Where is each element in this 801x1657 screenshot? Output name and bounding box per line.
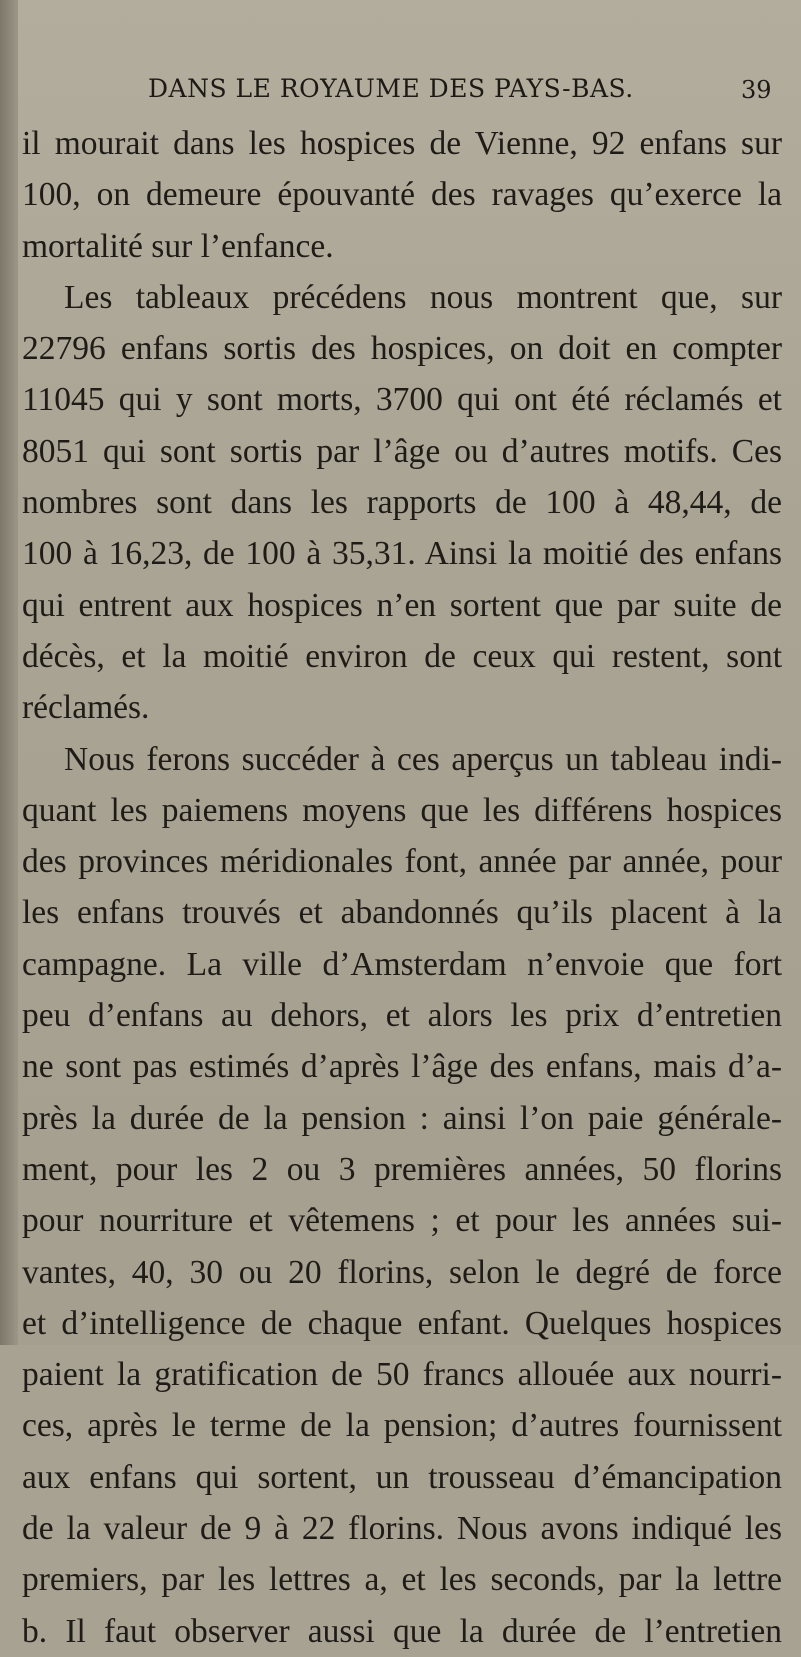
text-line: 22796 enfans sortis des hospices, on doit en compter [22, 330, 782, 368]
text-line: ces, après le terme de la pension; d’autres fournissent [22, 1407, 782, 1445]
text-line: quant les paiemens moyens que les différens hospices [22, 791, 782, 829]
text-line: peu d’enfans au dehors, et alors les prix d’entretien [22, 997, 782, 1035]
text-line: 11045 qui y sont morts, 3700 qui ont été réclamés et [22, 381, 782, 419]
text-line: réclamés. [22, 689, 150, 727]
running-head [0, 64, 801, 110]
text-line: des provinces méridionales font, année par année, pour [22, 843, 782, 881]
text-line: 100, on demeure épouvanté des ravages qu’exerce la [22, 176, 782, 214]
page-edge [0, 0, 18, 1345]
text-line: Les tableaux précédens nous montrent que, sur [64, 278, 782, 316]
text-line: il mourait dans les hospices de Vienne, 92 enfans sur [22, 125, 782, 162]
text-line: décès, et la moitié environ de ceux qui restent, sont [22, 637, 782, 675]
text-line: campagne. La ville d’Amsterdam n’envoie que fort [22, 945, 782, 983]
text-line: premiers, par les lettres a, et les seconds, par la lettre [22, 1561, 782, 1599]
text-line: 100 à 16,23, de 100 à 35,31. Ainsi la moitié des enfans [22, 535, 782, 573]
text-line: près la durée de la pension : ainsi l’on paie générale- [22, 1099, 782, 1137]
text-line: et d’intelligence de chaque enfant. Quelques hospices [22, 1304, 782, 1342]
body-text [22, 118, 782, 1657]
running-head-title: DANS LE ROYAUME DES PAYS-BAS. [148, 74, 634, 103]
text-line: pour nourriture et vêtemens ; et pour les années sui- [22, 1202, 782, 1240]
text-line: nombres sont dans les rapports de 100 à 48,44, de [22, 484, 782, 522]
text-line: Nous ferons succéder à ces aperçus un tableau indi- [64, 740, 782, 778]
text-line: qui entrent aux hospices n’en sortent que par suite de [22, 586, 782, 624]
text-line: b. Il faut observer aussi que la durée de l’entretien [22, 1612, 782, 1650]
text-line: ment, pour les 2 ou 3 premières années, 50 florins [22, 1150, 782, 1188]
text-line: de la valeur de 9 à 22 florins. Nous avons indiqué les [22, 1510, 782, 1548]
text-line: 8051 qui sont sortis par l’âge ou d’autres motifs. Ces [22, 432, 782, 470]
text-line: aux enfans qui sortent, un trousseau d’émancipation [22, 1458, 782, 1496]
text-line: les enfans trouvés et abandonnés qu’ils placent à la [22, 894, 782, 932]
text-line: ne sont pas estimés d’après l’âge des enfans, mais d’a- [22, 1048, 782, 1086]
text-line: paient la gratification de 50 francs allouée aux nourri- [22, 1356, 782, 1394]
text-line: mortalité sur l’enfance. [22, 227, 334, 265]
page-number: 39 [741, 76, 772, 104]
text-line: vantes, 40, 30 ou 20 florins, selon le degré de force [22, 1253, 782, 1291]
